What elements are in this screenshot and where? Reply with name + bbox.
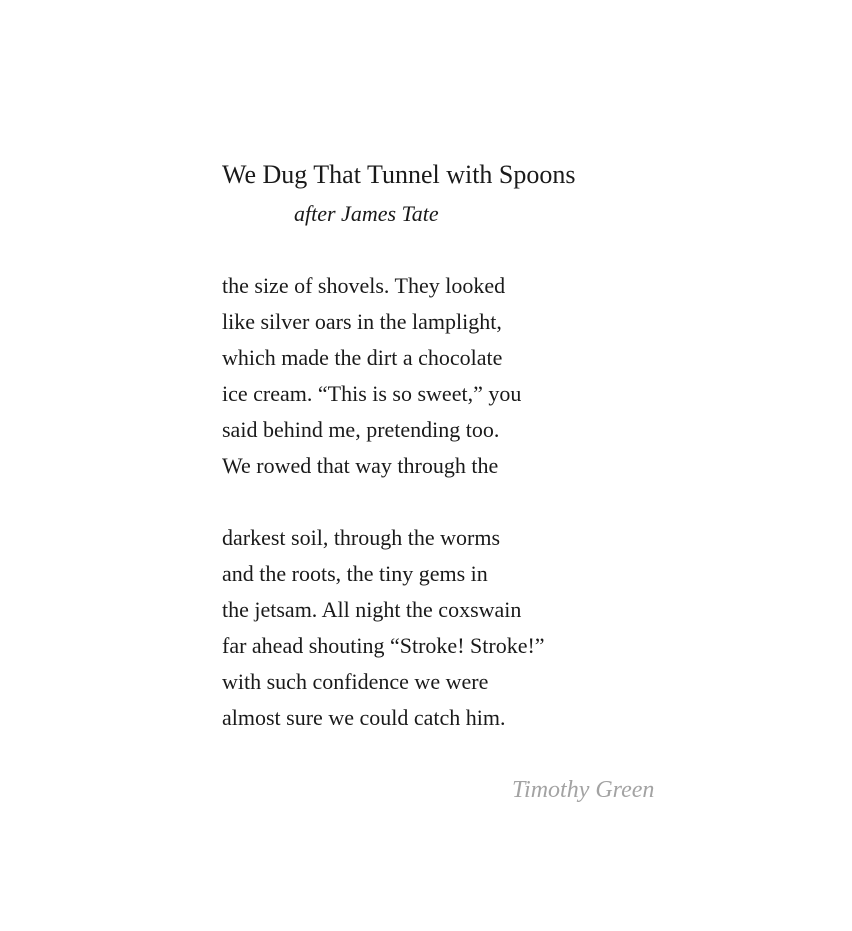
poem-line: We rowed that way through the (222, 453, 499, 478)
stanza-1 (222, 268, 521, 484)
poem-line: like silver oars in the lamplight, (222, 309, 502, 334)
poem-title: We Dug That Tunnel with Spoons (222, 160, 576, 189)
poem-line: ice cream. “This is so sweet,” you (222, 381, 522, 406)
poem-line: the jetsam. All night the coxswain (222, 597, 522, 622)
poem-line: the size of shovels. They looked (222, 273, 506, 298)
poem-line: darkest soil, through the worms (222, 525, 501, 550)
poem-line: with such confidence we were (222, 669, 489, 694)
stanza-2 (222, 520, 545, 736)
poem-line: and the roots, the tiny gems in (222, 561, 488, 586)
poem-line: said behind me, pretending too. (222, 417, 500, 442)
poem-line: almost sure we could catch him. (222, 705, 506, 730)
author-signature: Timothy Green (512, 777, 655, 803)
poem-line: far ahead shouting “Stroke! Stroke!” (222, 633, 545, 658)
poem-line: which made the dirt a chocolate (222, 345, 503, 370)
poem-epigraph: after James Tate (294, 201, 439, 226)
